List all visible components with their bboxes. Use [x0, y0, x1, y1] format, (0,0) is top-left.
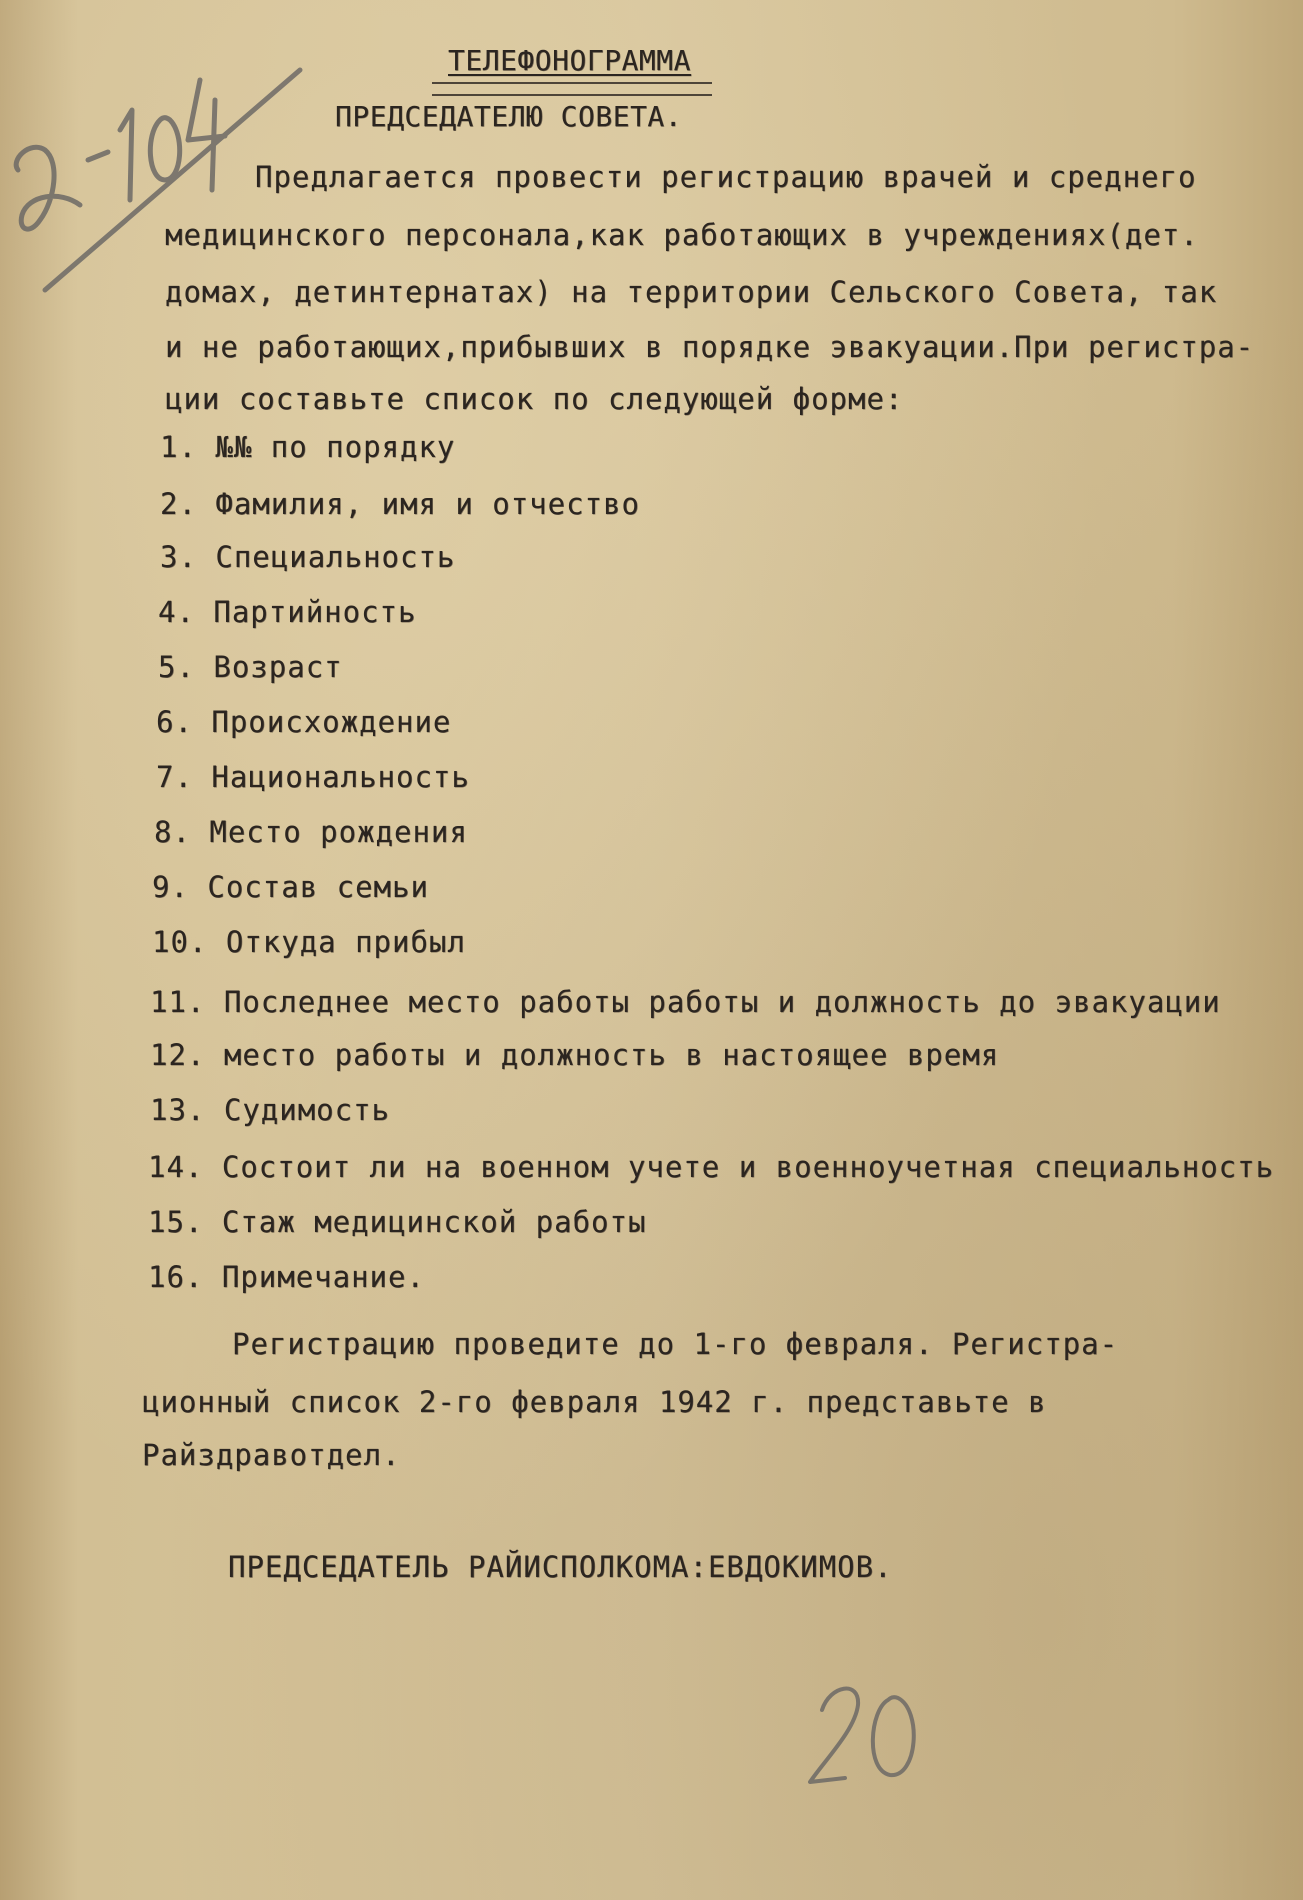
list-item [148, 1260, 425, 1294]
list-item [150, 1038, 999, 1072]
list-item [148, 1205, 646, 1239]
list-item [156, 705, 451, 739]
list-item-number: 14. [148, 1150, 204, 1184]
list-item-number: 1. [160, 430, 197, 464]
list-item-text: Судимость [223, 1093, 390, 1127]
list-item [160, 430, 455, 464]
list-item-number: 11. [150, 985, 206, 1019]
document-title: ТЕЛЕФОНОГРАММА [448, 44, 692, 77]
list-item-text: Партийность [213, 595, 417, 629]
list-item-number: 10. [152, 925, 208, 959]
list-item-number: 7. [156, 760, 193, 794]
list-item-text: Состоит ли на военном учете и военноучетная специальность [221, 1150, 1275, 1184]
list-item-number: 8. [154, 815, 191, 849]
list-item [156, 760, 470, 794]
list-item [150, 985, 1221, 1019]
list-item-text: Национальность [211, 760, 470, 794]
closing-line: Регистрацию проведите до 1-го февраля. Регистра- [232, 1327, 1119, 1361]
title-double-rule [432, 82, 712, 96]
page-number-handwriting [800, 1670, 940, 1800]
list-item [154, 815, 468, 849]
closing-line: ционный список 2-го февраля 1942 г. представьте в [142, 1385, 1047, 1419]
list-item-text: Стаж медицинской работы [221, 1205, 647, 1239]
intro-line: и не работающих,прибывших в порядке эвакуации.При регистра- [165, 330, 1255, 364]
list-item [158, 595, 416, 629]
list-item-text: Откуда прибыл [225, 925, 466, 959]
intro-line: медицинского персонала,как работающих в учреждениях(дет. [165, 218, 1199, 252]
list-item-number: 5. [158, 650, 195, 684]
list-item-number: 13. [150, 1093, 206, 1127]
intro-line: домах, детинтернатах) на территории Сельского Совета, так [165, 275, 1218, 309]
list-item-text: Место рождения [209, 815, 468, 849]
list-item-text: Состав семьи [207, 870, 429, 904]
list-item-text: Специальность [215, 540, 456, 574]
list-item [152, 870, 429, 904]
list-item-text: Фамилия, имя и отчество [215, 487, 640, 521]
list-item-number: 12. [150, 1038, 206, 1072]
list-item-number: 9. [152, 870, 189, 904]
signature-line: ПРЕДСЕДАТЕЛЬ РАЙИСПОЛКОМА:ЕВДОКИМОВ. [228, 1550, 893, 1584]
closing-line: Райздравотдел. [142, 1438, 401, 1472]
list-item-text: Примечание. [221, 1260, 425, 1294]
list-item-number: 3. [160, 540, 197, 574]
list-item [160, 540, 455, 574]
list-item-text: Последнее место работы работы и должность до эвакуации [223, 985, 1221, 1019]
list-item-number: 16. [148, 1260, 204, 1294]
list-item-text: место работы и должность в настоящее время [223, 1038, 1000, 1072]
list-item-number: 2. [160, 487, 197, 521]
list-item-number: 4. [158, 595, 195, 629]
addressee: ПРЕДСЕДАТЕЛЮ СОВЕТА. [335, 100, 683, 133]
list-item-number: 6. [156, 705, 193, 739]
list-item [150, 1093, 390, 1127]
intro-line: ции составьте список по следующей форме: [165, 382, 904, 416]
list-item-text: Происхождение [211, 705, 452, 739]
list-item [160, 487, 640, 521]
list-item-number: 15. [148, 1205, 204, 1239]
list-item-text: Возраст [213, 650, 343, 684]
list-item [152, 925, 466, 959]
list-item [158, 650, 343, 684]
list-item [148, 1150, 1274, 1184]
intro-line: Предлагается провести регистрацию врачей и среднего [255, 160, 1197, 194]
list-item-text: №№ по порядку [215, 430, 456, 464]
